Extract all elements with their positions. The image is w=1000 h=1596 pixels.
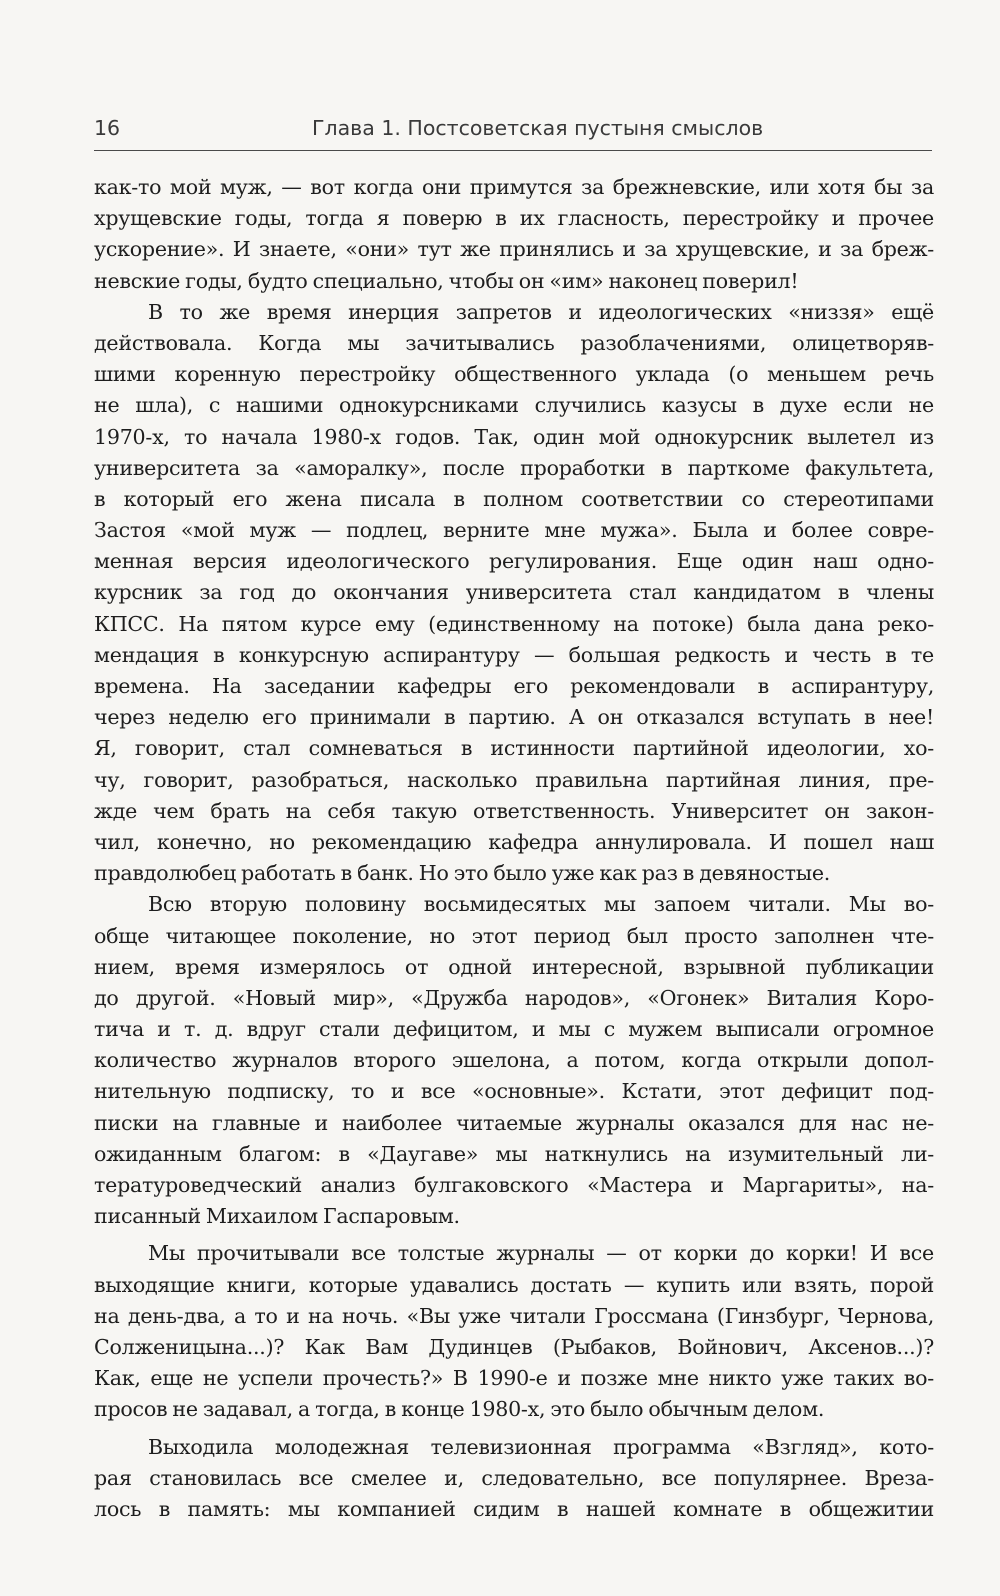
paragraph <box>94 889 934 1232</box>
text-line: в который его жена писала в полном соответствии со стереотипами <box>94 486 934 511</box>
text-line: до другой. «Новый мир», «Дружба народов», «Огонек» Виталия Коро- <box>94 985 934 1010</box>
text-line: хрущевские годы, тогда я поверю в их гласность, перестройку и прочее <box>94 206 934 231</box>
text-line: жде чем брать на себя такую ответственность. Университет он закон- <box>94 798 934 823</box>
text-line: действовала. Когда мы зачитывались разоблачениями, олицетворяв- <box>94 330 934 355</box>
text-line: рая становилась все смелее и, следовательно, все популярнее. Вреза- <box>94 1465 934 1490</box>
text-line: Выходила молодежная телевизионная программа «Взгляд», кото- <box>148 1434 934 1459</box>
paragraph <box>94 1432 934 1526</box>
text-line: нием, время измерялось от одной интересной, взрывной публикации <box>94 954 934 979</box>
text-line: Солженицына...)? Как Вам Дудинцев (Рыбаков, Войнович, Аксенов...)? <box>94 1334 934 1359</box>
text-line: Мы прочитывали все толстые журналы — от корки до корки! И все <box>148 1241 934 1266</box>
text-line: выходящие книги, которые удавались достать — купить или взять, порой <box>94 1272 934 1297</box>
paragraph <box>94 297 934 890</box>
text-line: количество журналов второго эшелона, а потом, когда открыли допол- <box>94 1048 934 1073</box>
text-line: чу, говорит, разобраться, насколько правильна партийная линия, пре- <box>94 767 934 792</box>
text-line: на день-два, а то и на ночь. «Вы уже читали Гроссмана (Гинзбург, Чернова, <box>94 1303 934 1328</box>
body-text <box>94 172 934 1525</box>
text-line: обще читающее поколение, но этот период был просто заполнен чте- <box>94 923 934 948</box>
text-line: нительную подписку, то и все «основные». Кстати, этот дефицит под- <box>94 1079 934 1104</box>
text-line: лось в память: мы компанией сидим в нашей комнате в общежитии <box>94 1496 934 1521</box>
running-head: Глава 1. Постсоветская пустыня смыслов <box>312 116 764 140</box>
page-number: 16 <box>94 116 121 140</box>
paragraph <box>94 172 934 297</box>
text-line: времена. На заседании кафедры его рекомендовали в аспирантуру, <box>94 674 934 698</box>
text-line: через неделю его принимали в партию. А он отказался вступать в нее! <box>94 705 934 730</box>
text-line: В то же время инерция запретов и идеологических «низзя» ещё <box>148 299 934 324</box>
text-line: тературоведческий анализ булгаковского «Мастера и Маргариты», на- <box>94 1173 934 1197</box>
page-header <box>94 116 932 151</box>
text-line: чил, конечно, но рекомендацию кафедра аннулировала. И пошел наш <box>94 829 934 854</box>
text-line: писанный Михаилом Гаспаровым. <box>94 1204 460 1229</box>
text-line: ожиданным благом: в «Даугаве» мы наткнулись на изумительный ли- <box>94 1141 934 1166</box>
text-line: тича и т. д. вдруг стали дефицитом, и мы с мужем выписали огромное <box>94 1017 934 1042</box>
text-line: не шла), с нашими однокурсниками случились казусы в духе если не <box>94 393 934 418</box>
text-line: Всю вторую половину восьмидесятых мы запоем читали. Мы во- <box>148 892 934 917</box>
text-line: Застоя «мой муж — подлец, верните мне мужа». Была и более совре- <box>94 518 934 543</box>
text-line: писки на главные и наиболее читаемые журналы оказался для нас не- <box>94 1110 934 1135</box>
text-line: правдолюбец работать в банк. Но это было уже как раз в девяностые. <box>94 861 831 886</box>
text-line: КПСС. На пятом курсе ему (единственному на потоке) была дана реко- <box>94 611 934 636</box>
text-line: шими коренную перестройку общественного уклада (о меньшем речь <box>94 362 934 387</box>
text-line: 1970-х, то начала 1980-х годов. Так, один мой однокурсник вылетел из <box>94 424 934 449</box>
text-line: университета за «аморалку», после проработки в парткоме факультета, <box>94 455 934 480</box>
text-line: просов не задавал, а тогда, в конце 1980-х, это было обычным делом. <box>94 1397 825 1422</box>
text-line: Как, еще не успели прочесть?» В 1990-е и позже мне никто уже таких во- <box>94 1366 934 1391</box>
text-line: невские годы, будто специально, чтобы он «им» наконец поверил! <box>94 268 799 293</box>
text-line: ускорение». И знаете, «они» тут же принялись и за хрущевские, и за бреж- <box>94 237 934 262</box>
text-line: менная версия идеологического регулирования. Еще один наш одно- <box>94 549 934 574</box>
text-line: как-то мой муж, — вот когда они примутся за брежневские, или хотя бы за <box>94 175 934 199</box>
text-line: Я, говорит, стал сомневаться в истинности партийной идеологии, хо- <box>94 736 934 761</box>
text-line: курсник за год до окончания университета стал кандидатом в члены <box>94 580 934 605</box>
text-line: мендация в конкурсную аспирантуру — большая редкость и честь в те <box>94 642 934 667</box>
paragraph <box>94 1238 934 1425</box>
